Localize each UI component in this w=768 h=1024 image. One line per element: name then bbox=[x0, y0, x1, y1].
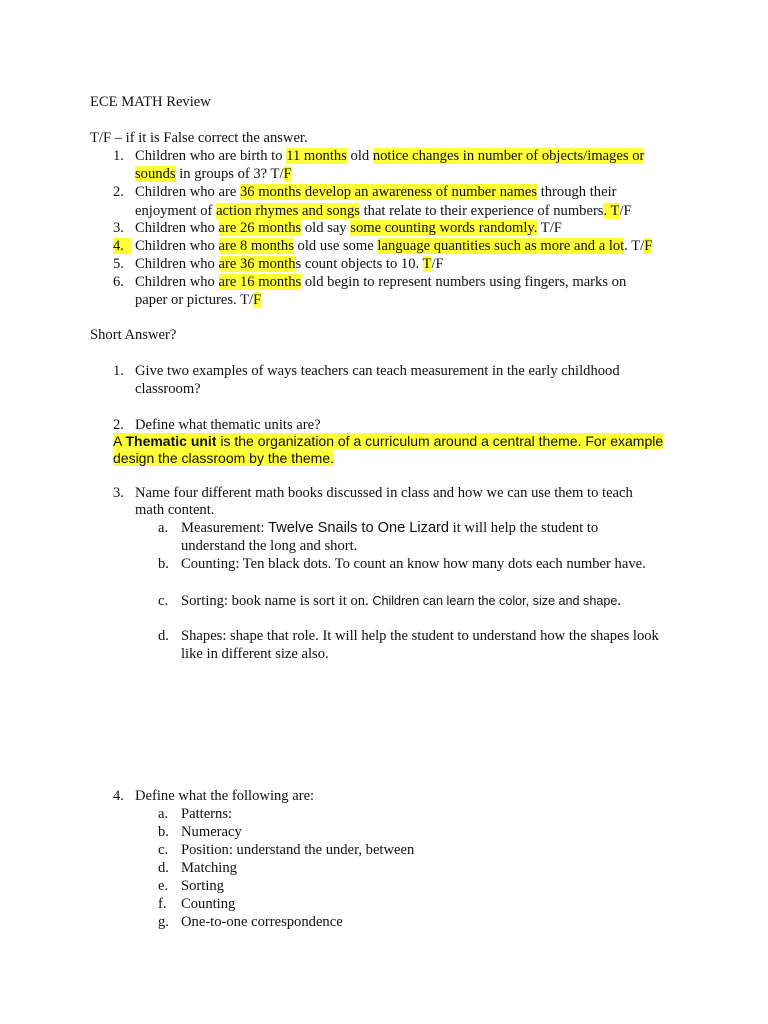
tf-item-3-line-1: Children who are 26 months old say some counting words randomly. T/F bbox=[135, 220, 562, 236]
question-4-item-letter: d. bbox=[158, 860, 169, 876]
question-3-item-a-line-2: understand the long and short. bbox=[181, 538, 358, 554]
question-3-item-c-letter: c. bbox=[158, 593, 169, 609]
question-3-number: 3. bbox=[113, 485, 124, 501]
question-3-item-c-text: Sorting: book name is sort it on. Children can learn the color, size and shape. bbox=[181, 593, 622, 609]
question-4-number: 4. bbox=[113, 788, 124, 804]
question-2-answer-line-1: A Thematic unit is the organization of a curriculum around a central theme. For example bbox=[113, 433, 664, 449]
question-4-item-one-to-one: One-to-one correspondence bbox=[181, 914, 343, 930]
question-3-item-d-letter: d. bbox=[158, 628, 169, 644]
question-4-text: Define what the following are: bbox=[135, 788, 315, 804]
tf-item-4-number: 4. bbox=[113, 237, 131, 255]
question-4-item-sorting: Sorting bbox=[181, 878, 224, 894]
question-3-item-d-line-1: Shapes: shape that role. It will help the student to understand how the shapes look bbox=[181, 628, 659, 644]
tf-item-2-number: 2. bbox=[113, 184, 124, 200]
question-4-item-letter: c. bbox=[158, 842, 169, 858]
question-3-item-d-line-2: like in different size also. bbox=[181, 646, 329, 662]
document-title: ECE MATH Review bbox=[90, 94, 211, 110]
question-3-item-b-letter: b. bbox=[158, 556, 169, 572]
tf-item-5-number: 5. bbox=[113, 256, 124, 272]
question-2-number: 2. bbox=[113, 417, 124, 433]
question-4-item-letter: b. bbox=[158, 824, 169, 840]
question-1-line-2: classroom? bbox=[135, 381, 201, 397]
question-1-line-1: Give two examples of ways teachers can teach measurement in the early childhood bbox=[135, 363, 620, 379]
tf-item-6-line-1: Children who are 16 months old begin to represent numbers using fingers, marks on bbox=[135, 274, 627, 290]
question-4-item-letter: f. bbox=[158, 896, 167, 912]
question-4-item-letter: g. bbox=[158, 914, 169, 930]
question-4-item-letter: a. bbox=[158, 806, 169, 822]
tf-item-1-number: 1. bbox=[113, 148, 124, 164]
tf-item-6-line-2: paper or pictures. T/F bbox=[135, 292, 262, 308]
question-3-line-1: Name four different math books discussed in class and how we can use them to teach bbox=[135, 485, 633, 501]
tf-item-4-line-1: Children who are 8 months old use some language quantities such as more and a lot. T/F bbox=[135, 238, 653, 254]
tf-item-1-line-2: sounds in groups of 3? T/F bbox=[135, 166, 292, 182]
short-answer-heading: Short Answer? bbox=[90, 327, 177, 343]
question-2-answer-line-2: design the classroom by the theme. bbox=[113, 450, 335, 466]
question-4-item-letter: e. bbox=[158, 878, 169, 894]
tf-item-1-line-1: Children who are birth to 11 months old notice changes in number of objects/images or bbox=[135, 148, 645, 164]
question-4-item-position: Position: understand the under, between bbox=[181, 842, 415, 858]
question-2-text: Define what thematic units are? bbox=[135, 417, 321, 433]
tf-instructions: T/F – if it is False correct the answer. bbox=[90, 130, 308, 146]
question-3-line-2: math content. bbox=[135, 502, 215, 518]
question-3-item-a-line-1: Measurement: Twelve Snails to One Lizard it will help the student to bbox=[181, 520, 599, 536]
tf-item-2-line-1: Children who are 36 months develop an awareness of number names through their bbox=[135, 184, 617, 200]
question-4-item-counting: Counting bbox=[181, 896, 236, 912]
question-3-item-a-letter: a. bbox=[158, 520, 169, 536]
question-1-number: 1. bbox=[113, 363, 124, 379]
tf-item-2-line-2: enjoyment of action rhymes and songs that relate to their experience of numbers. T/F bbox=[135, 203, 632, 219]
tf-item-3-number: 3. bbox=[113, 220, 124, 236]
question-4-item-matching: Matching bbox=[181, 860, 237, 876]
question-4-item-numeracy: Numeracy bbox=[181, 824, 242, 840]
question-3-item-b-text: Counting: Ten black dots. To count an know how many dots each number have. bbox=[181, 556, 646, 572]
tf-item-5-line-1: Children who are 36 months count objects to 10. T/F bbox=[135, 256, 444, 272]
question-4-item-patterns: Patterns: bbox=[181, 806, 233, 822]
tf-item-6-number: 6. bbox=[113, 274, 124, 290]
